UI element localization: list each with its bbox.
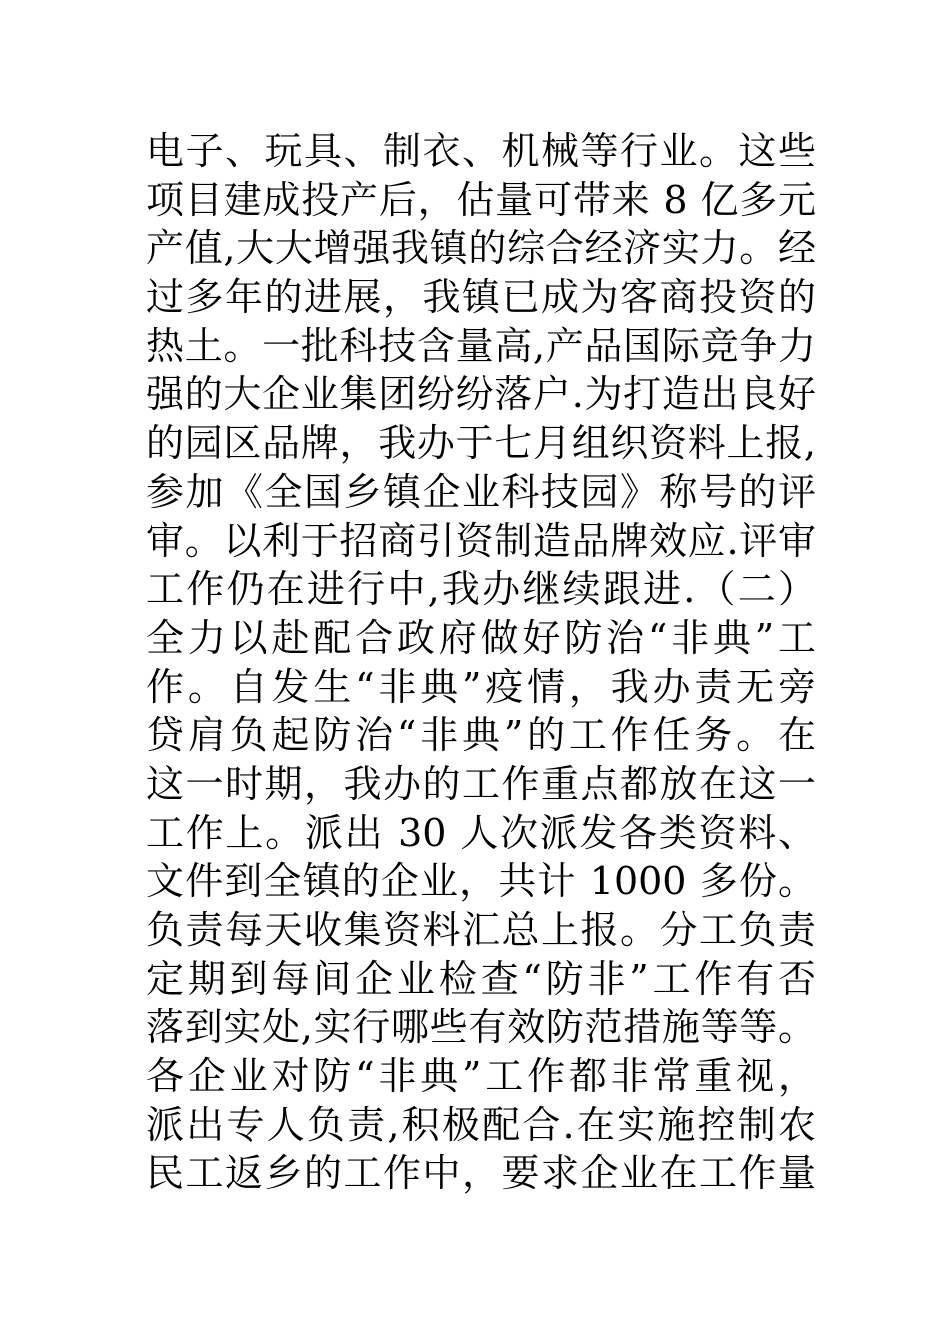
text-line: 过多年的进展，我镇已成为客商投资的: [146, 275, 816, 320]
text-line: 作。自发生“非典”疫情，我办责无旁: [146, 664, 816, 709]
text-line: 的园区品牌，我办于七月组织资料上报,: [146, 421, 816, 466]
text-line: 项目建成投产后，估量可带来 8 亿多元: [146, 177, 816, 222]
body-text: [146, 127, 816, 1198]
text-line: 工作上。派出 30 人次派发各类资料、: [146, 810, 816, 855]
text-line: 贷肩负起防治“非典”的工作任务。在: [146, 713, 816, 758]
text-line: 这一时期，我办的工作重点都放在这一: [146, 761, 816, 806]
text-line: 民工返乡的工作中，要求企业在工作量: [146, 1151, 816, 1196]
text-line: 产值,大大增强我镇的综合经济实力。经: [146, 226, 816, 271]
text-line: 强的大企业集团纷纷落户.为打造出良好: [146, 372, 816, 417]
text-line: 工作仍在进行中,我办继续跟进.（二）: [146, 567, 816, 612]
text-line: 全力以赴配合政府做好防治“非典”工: [146, 615, 816, 660]
text-line: 文件到全镇的企业，共计 1000 多份。: [146, 859, 816, 904]
text-line: 参加《全国乡镇企业科技园》称号的评: [146, 469, 816, 514]
text-line: 负责每天收集资料汇总上报。分工负责: [146, 908, 816, 952]
text-line: 热土。一批科技含量高,产品国际竞争力: [146, 323, 816, 368]
text-line: 定期到每间企业检查“防非”工作有否: [146, 956, 816, 1001]
text-line: 派出专人负责,积极配合.在实施控制农: [146, 1102, 816, 1147]
text-line: 各企业对防“非典”工作都非常重视，: [146, 1054, 816, 1099]
text-line: 电子、玩具、制衣、机械等行业。这些: [146, 129, 816, 173]
text-line: 落到实处,实行哪些有效防范措施等等。: [146, 1005, 816, 1050]
text-line: 审。以利于招商引资制造品牌效应.评审: [146, 518, 816, 563]
